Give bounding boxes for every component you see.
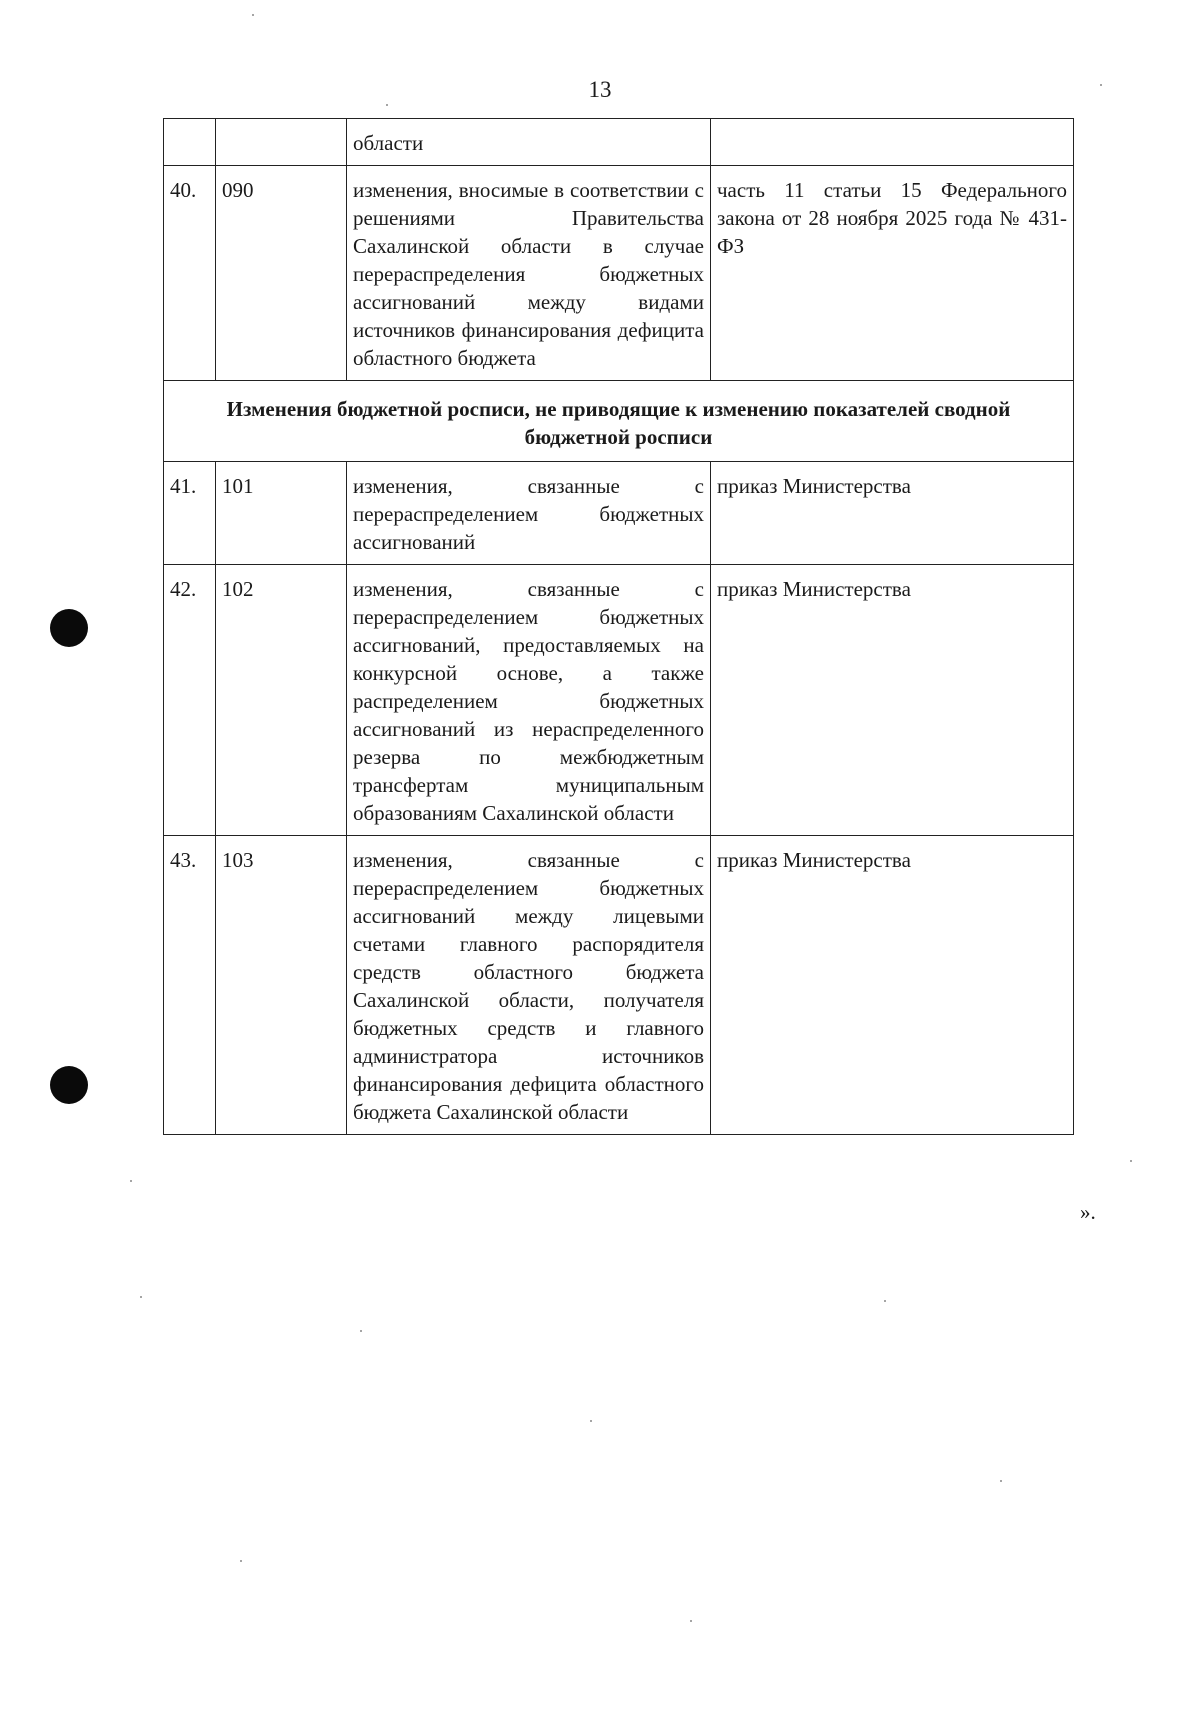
table-row	[164, 166, 1074, 381]
scan-speck	[360, 1330, 362, 1332]
scan-speck	[252, 14, 254, 16]
row-number	[164, 119, 216, 166]
row-code: 101	[216, 462, 347, 565]
row-basis: часть 11 статьи 15 Федерального закона от 28 ноября 2025 года № 431-ФЗ	[711, 166, 1074, 381]
scan-speck	[1000, 1480, 1002, 1482]
scan-speck	[130, 1180, 132, 1182]
section-heading-row	[164, 381, 1074, 462]
page-number: 13	[588, 77, 612, 102]
punch-hole	[50, 1066, 88, 1104]
scan-speck	[1100, 84, 1102, 86]
row-code: 090	[216, 166, 347, 381]
scan-speck	[140, 1296, 142, 1298]
scan-speck	[884, 1300, 886, 1302]
punch-hole	[50, 609, 88, 647]
row-basis: приказ Министерства	[711, 836, 1074, 1135]
section-heading: Изменения бюджетной росписи, не приводящие к изменению показателей сводной бюджетной росписи	[164, 381, 1074, 462]
row-basis	[711, 119, 1074, 166]
table-row	[164, 836, 1074, 1135]
closing-quote: ».	[1080, 1200, 1096, 1224]
row-description: изменения, вносимые в соответствии с решениями Правительства Сахалинской области в случае перераспределения бюджетных ассигнований между видами источников финансирования дефицита областного бюджета	[347, 166, 711, 381]
scan-speck	[690, 1620, 692, 1622]
row-code	[216, 119, 347, 166]
row-description: изменения, связанные с перераспределением бюджетных ассигнований между лицевыми счетами главного распорядителя средств областного бюджета Сахалинской области, получателя бюджетных средств и главного администратора источников финансирования дефицита областного бюджета Сахалинской области	[347, 836, 711, 1135]
row-number: 40.	[164, 166, 216, 381]
row-number: 41.	[164, 462, 216, 565]
row-code: 102	[216, 565, 347, 836]
scan-speck	[1130, 1160, 1132, 1162]
row-basis: приказ Министерства	[711, 565, 1074, 836]
row-description: изменения, связанные с перераспределением бюджетных ассигнований, предоставляемых на конкурсной основе, а также распределением бюджетных ассигнований из нераспределенного резерва по межбюджетным трансфертам муниципальным образованиям Сахалинской области	[347, 565, 711, 836]
row-number: 43.	[164, 836, 216, 1135]
table-row	[164, 119, 1074, 166]
scan-speck	[590, 1420, 592, 1422]
row-description: области	[347, 119, 711, 166]
row-basis: приказ Министерства	[711, 462, 1074, 565]
row-number: 42.	[164, 565, 216, 836]
table-row	[164, 565, 1074, 836]
table-row	[164, 462, 1074, 565]
scan-speck	[386, 104, 388, 106]
scan-speck	[240, 1560, 242, 1562]
row-code: 103	[216, 836, 347, 1135]
budget-changes-table	[163, 118, 1074, 1135]
row-description: изменения, связанные с перераспределением бюджетных ассигнований	[347, 462, 711, 565]
